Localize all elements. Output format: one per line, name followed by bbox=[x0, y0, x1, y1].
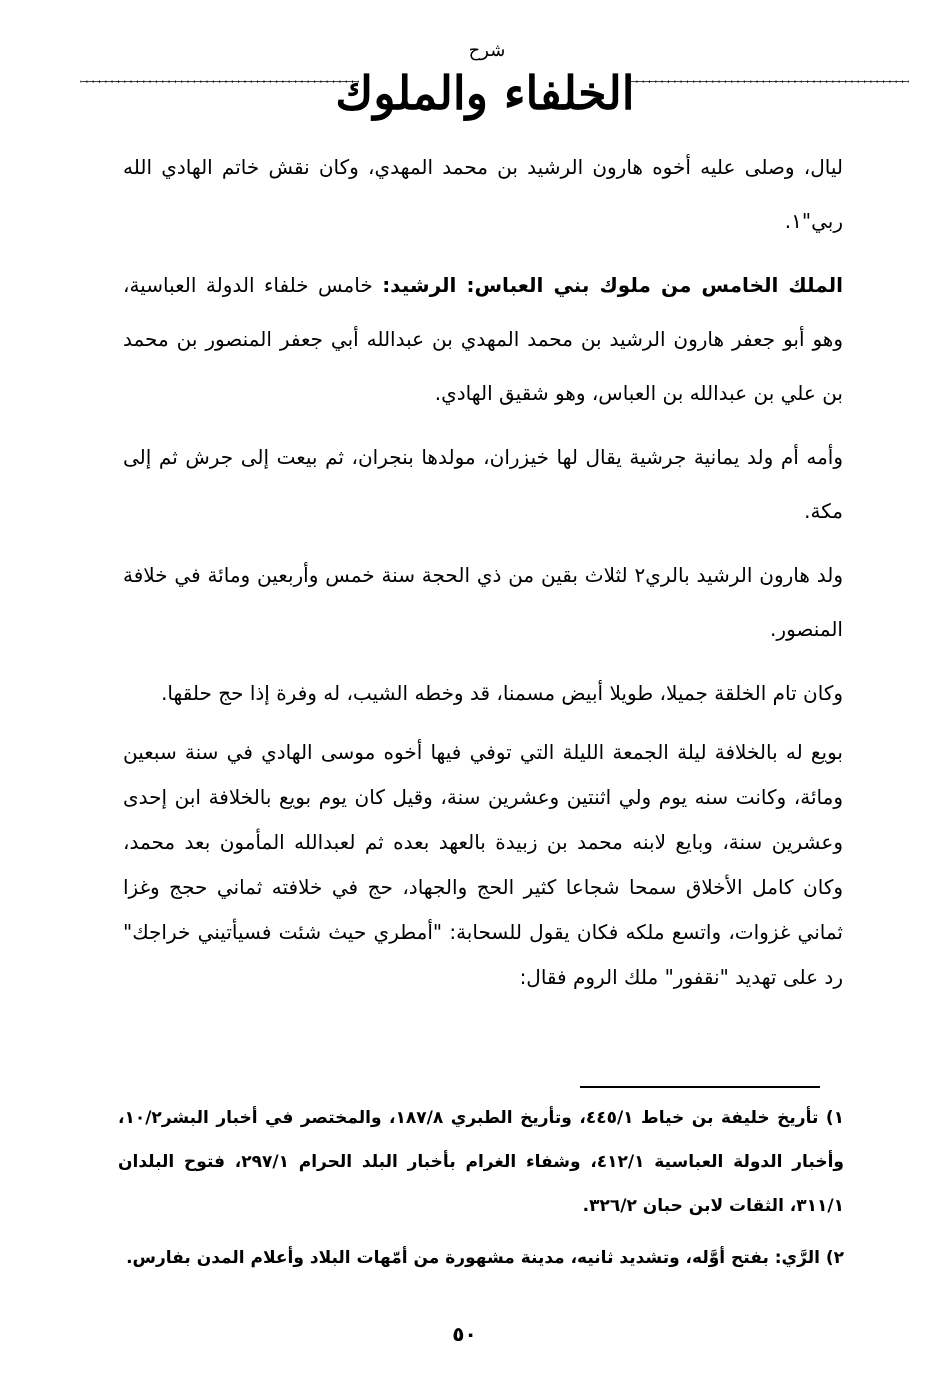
page-number: ٥٠ bbox=[452, 1322, 477, 1346]
book-title-prefix: شرح bbox=[468, 40, 506, 61]
paragraph-4: ولد هارون الرشيد بالري٢ لثلاث بقين من ذي الحجة سنة خمس وأربعين ومائة في خلافة المنصور. bbox=[123, 563, 843, 641]
header-ornament-left: ꟷꟷꟷꟷꟷꟷꟷꟷꟷꟷꟷꟷꟷꟷꟷꟷꟷꟷꟷꟷꟷꟷꟷꟷꟷꟷꟷꟷꟷꟷꟷꟷꟷꟷꟷꟷꟷꟷꟷꟷꟷꟷꟷꟷ bbox=[80, 78, 359, 88]
paragraph-2 bbox=[123, 258, 843, 420]
paragraph-3: وأمه أم ولد يمانية جرشية يقال لها خيزران، مولدها بنجران، ثم بيعت إلى جرش ثم إلى مكة. bbox=[123, 445, 843, 523]
paragraph-5: وكان تام الخلقة جميلا، طويلا أبيض مسمنا، قد وخطه الشيب، له وفرة إذا حج حلقها. bbox=[161, 681, 843, 705]
paragraph-1: ليال، وصلى عليه أخوه هارون الرشيد بن محمد المهدي، وكان نقش خاتم الهادي الله ربي"١. bbox=[123, 155, 843, 233]
paragraph-2-text: خامس خلفاء الدولة العباسية، وهو أبو جعفر هارون الرشيد بن محمد المهدي بن عبدالله أبي جعفر المنصور بن محمد بن علي بن عبدالله بن العباس، وهو شقيق الهادي. bbox=[123, 273, 843, 405]
footnote-1: ١) تأريخ خليفة بن خياط ٤٤٥/١، وتأريخ الطبري ١٨٧/٨، والمختصر في أخبار البشر١٠/٢، وأخبار الدولة العباسية ٤١٢/١، وشفاء الغرام بأخبار البلد الحرام ٢٩٧/١، فتوح البلدان ٣١١/١، الثقات لابن حبان ٣٢٦/٢. bbox=[118, 1108, 844, 1216]
running-header bbox=[80, 40, 909, 120]
footnote-2: ٢) الرَّي: بفتح أوَّله، وتشديد ثانيه، مدينة مشهورة من أمّهات البلاد وأعلام المدن بفارس. bbox=[126, 1248, 844, 1268]
main-text bbox=[123, 140, 843, 1010]
footnote-separator bbox=[580, 1086, 820, 1088]
book-title bbox=[335, 40, 635, 120]
section-heading: الملك الخامس من ملوك بني العباس: الرشيد: bbox=[382, 273, 843, 297]
footnotes bbox=[118, 1096, 844, 1288]
header-ornament-right: ꟷꟷꟷꟷꟷꟷꟷꟷꟷꟷꟷꟷꟷꟷꟷꟷꟷꟷꟷꟷꟷꟷꟷꟷꟷꟷꟷꟷꟷꟷꟷꟷꟷꟷꟷꟷꟷꟷꟷꟷꟷꟷꟷꟷ bbox=[630, 78, 909, 88]
paragraph-6: بويع له بالخلافة ليلة الجمعة الليلة التي توفي فيها أخوه موسى الهادي في سنة سبعين ومائة، وكانت سنه يوم ولي اثنتين وعشرين سنة، وقيل كان يوم بويع بالخلافة ابن إحدى وعشرين سنة، وبايع لابنه محمد بن زبيدة بالعهد بعده ثم لعبدالله المأمون بعد محمد، وكان كامل الأخلاق سمحا شجاعا كثير الحج والجهاد، حج في خلافته ثماني حجج وغزا ثماني غزوات، واتسع ملكه فكان يقول للسحابة: "أمطري حيث شئت فسيأتيني خراجك" رد على تهديد "نقفور" ملك الروم فقال: bbox=[123, 740, 843, 989]
book-title-main: الخلفاء والملوك bbox=[335, 66, 635, 120]
